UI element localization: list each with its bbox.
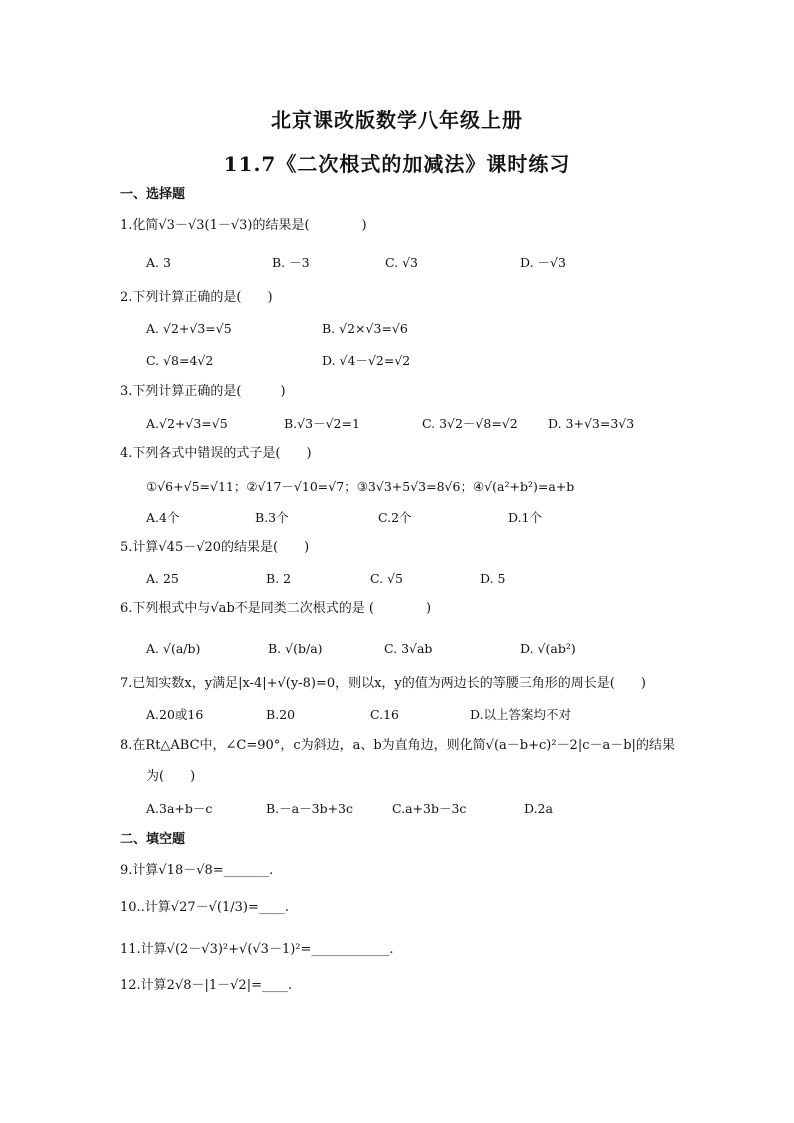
q2-option-a: A. √2+√3=√5: [146, 321, 232, 336]
q2-option-d: D. √4－√2=√2: [322, 353, 411, 368]
q5-option-b: B. 2: [266, 571, 292, 586]
q8-stem: 8.在Rt△ABC中，∠C=90°，c为斜边，a、b为直角边，则化简√(a－b+c)²－2|c－a－b|的结果: [120, 738, 675, 753]
q1-option-a: A. 3: [146, 255, 171, 270]
q5-option-c: C. √5: [370, 571, 403, 586]
q4-option-d: D.1个: [508, 510, 543, 525]
q7-stem: 7.已知实数x，y满足|x-4|+√(y-8)=0，则以x，y的值为两边长的等腰三角形的周长是( ): [120, 676, 646, 691]
q2-option-b: B. √2×√3=√6: [322, 321, 408, 336]
q5-stem: 5.计算√45－√20的结果是( ): [120, 540, 310, 555]
q3-option-d: D. 3+√3=3√3: [548, 416, 635, 431]
q3-option-c: C. 3√2－√8=√2: [422, 416, 518, 431]
q1-option-d: D. －√3: [520, 255, 566, 270]
q6-option-d: D. √(ab²): [520, 641, 576, 656]
q8-stem-continued: 为( ): [146, 769, 196, 784]
q4-items: ①√6+√5=√11；②√17－√10=√7；③3√3+5√3=8√6；④√(a²+b²)=a+b: [146, 479, 575, 494]
q4-stem: 4.下列各式中错误的式子是( ): [120, 446, 312, 461]
q5-option-a: A. 25: [146, 571, 179, 586]
q3-stem: 3.下列计算正确的是( ): [120, 384, 286, 399]
q10-text: 10..计算√27－√(1/3)=____.: [120, 900, 290, 915]
q1-option-c: C. √3: [385, 255, 418, 270]
q5-option-d: D. 5: [480, 571, 506, 586]
title-line-2: 11.7《二次根式的加减法》课时练习: [223, 152, 571, 176]
q9-text: 9.计算√18－√8=_______.: [120, 863, 274, 878]
q3-option-b: B.√3－√2=1: [284, 416, 360, 431]
q4-option-a: A.4个: [146, 510, 180, 525]
section-fill: 二、填空题: [120, 832, 186, 847]
title-line-1: 北京课改版数学八年级上册: [271, 108, 523, 132]
q1-option-b: B. －3: [272, 255, 310, 270]
q7-option-a: A.20或16: [146, 707, 204, 722]
q2-option-c: C. √8=4√2: [146, 353, 214, 368]
q7-option-c: C.16: [370, 707, 399, 722]
q6-option-b: B. √(b/a): [268, 641, 323, 656]
q8-option-c: C.a+3b－3c: [392, 801, 467, 816]
q6-option-a: A. √(a/b): [146, 641, 201, 656]
q8-option-b: B.－a－3b+3c: [266, 801, 353, 816]
q12-text: 12.计算2√8－|1－√2|=____.: [120, 978, 293, 993]
q4-option-b: B.3个: [255, 510, 289, 525]
q6-option-c: C. 3√ab: [384, 641, 433, 656]
q8-option-a: A.3a+b－c: [146, 801, 213, 816]
q7-option-d: D.以上答案均不对: [470, 707, 572, 722]
q11-text: 11.计算√(2－√3)²+√(√3－1)²=____________.: [120, 942, 394, 957]
section-choice: 一、选择题: [120, 187, 186, 202]
q8-option-d: D.2a: [524, 801, 553, 816]
q6-stem: 6.下列根式中与√ab不是同类二次根式的是 ( ): [120, 601, 432, 616]
q3-option-a: A.√2+√3=√5: [146, 416, 228, 431]
q4-option-c: C.2个: [378, 510, 412, 525]
q1-stem: 1.化简√3－√3(1－√3)的结果是( ): [120, 218, 367, 233]
q2-stem: 2.下列计算正确的是( ): [120, 290, 273, 305]
q7-option-b: B.20: [266, 707, 296, 722]
